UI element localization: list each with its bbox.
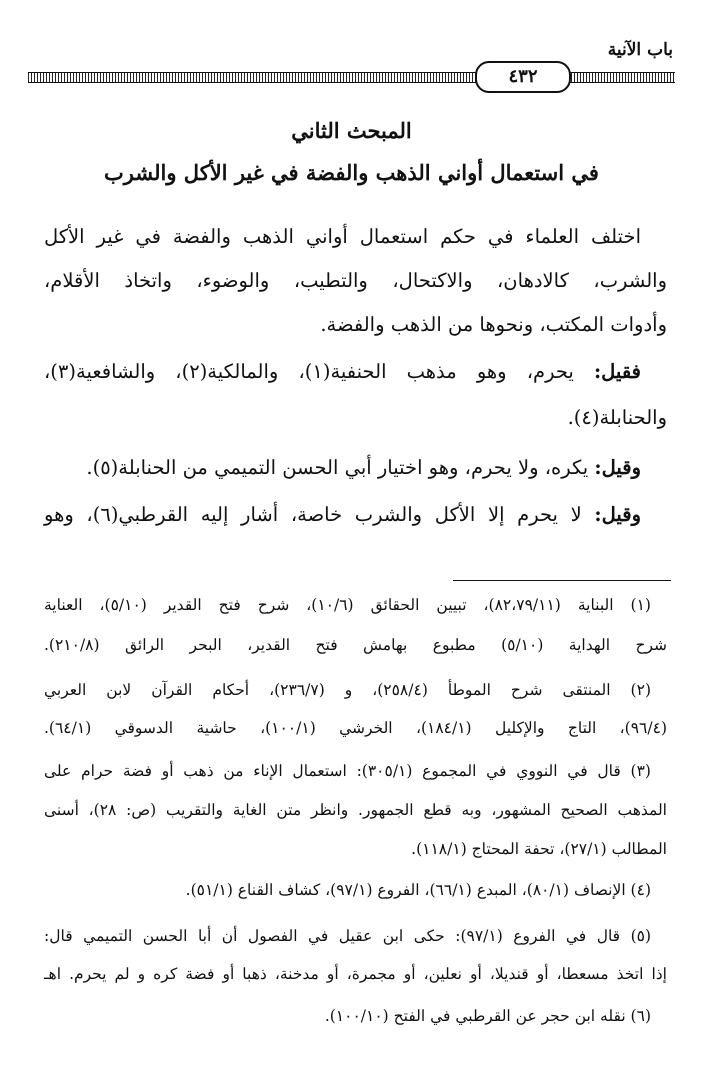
running-header-chapter: باب الآنية <box>607 40 673 60</box>
footnote-line: شرح الهداية (٥/١٠) مطبوع بهامش فتح القدير، البحر الرائق (٢١٠/٨). <box>44 636 668 654</box>
page-number: ٤٣٢ <box>475 61 571 93</box>
section-subtitle: في استعمال أواني الذهب والفضة في غير الأكل والشرب <box>104 160 599 185</box>
footnote-line: (٢) المنتقى شرح الموطأ (٢٥٨/٤)، و (٢٣٦/٧)، أحكام القرآن لابن العربي <box>44 681 651 699</box>
header-rule <box>28 72 675 83</box>
body-line: اختلف العلماء في حكم استعمال أواني الذهب والفضة في غير الأكل <box>44 225 641 248</box>
footnote-line: (٦) نقله ابن حجر عن القرطبي في الفتح (١٠٠/١٠). <box>324 1007 651 1025</box>
footnote-line: (٩٦/٤)، التاج والإكليل (١٨٤/١)، الخرشي (١٠٠/١)، حاشية الدسوقي (٦٤/١). <box>44 719 667 737</box>
paragraph-opinion-3 <box>44 500 641 530</box>
footnote-line: إذا اتخذ مسعطا، أو قنديلا، أو نعلين، أو مجمرة، أو مدخنة، ذهبا أو فضة كره و لم يحرم. اهـ <box>44 965 667 983</box>
paragraph-opinion-2 <box>44 453 641 483</box>
body-line: والحنابلة(٤). <box>567 406 667 429</box>
paragraph-opinion-1 <box>44 357 641 387</box>
footnote-line: (٤) الإنصاف (٨٠/١)، المبدع (٦٦/١)، الفروع (٩٧/١)، كشاف القناع (٥١/١). <box>185 881 651 899</box>
body-line: والشرب، كالادهان، والاكتحال، والتطيب، والوضوء، واتخاذ الأقلام، <box>44 269 667 292</box>
opinion-lead: وقيل: <box>594 503 641 526</box>
footnote-line: (٥) قال في الفروع (٩٧/١): حكى ابن عقيل في الفصول أن أبا الحسن التميمي قال: <box>44 927 652 945</box>
footnote-line: المطالب (٢٧/١)، تحفة المحتاج (١١٨/١). <box>411 840 667 858</box>
opinion-lead: وقيل: <box>594 456 641 479</box>
footnote-separator <box>453 580 671 581</box>
section-title: المبحث الثاني <box>291 118 412 143</box>
opinion-text: لا يحرم إلا الأكل والشرب خاصة، أشار إليه القرطبي(٦)، وهو <box>44 503 595 526</box>
opinion-text: يكره، ولا يحرم، وهو اختيار أبي الحسن التميمي من الحنابلة(٥). <box>86 456 595 479</box>
footnote-line: المذهب الصحيح المشهور، وبه قطع الجمهور. وانظر متن الغاية والتقريب (ص: ٢٨)، أسنى <box>44 801 667 819</box>
footnote-line: (٣) قال في النووي في المجموع (٣٠٥/١): استعمال الإناء من ذهب أو فضة حرام على <box>44 762 651 780</box>
opinion-text: يحرم، وهو مذهب الحنفية(١)، والمالكية(٢)، والشافعية(٣)، <box>44 360 594 383</box>
footnote-line: (١) البناية (٨٢،٧٩/١١)، تبيين الحقائق (١٠/٦)، شرح فتح القدير (٥/١٠)، العناية <box>44 596 651 614</box>
body-line: وأدوات المكتب، ونحوها من الذهب والفضة. <box>320 313 667 336</box>
opinion-lead: فقيل: <box>593 360 642 383</box>
